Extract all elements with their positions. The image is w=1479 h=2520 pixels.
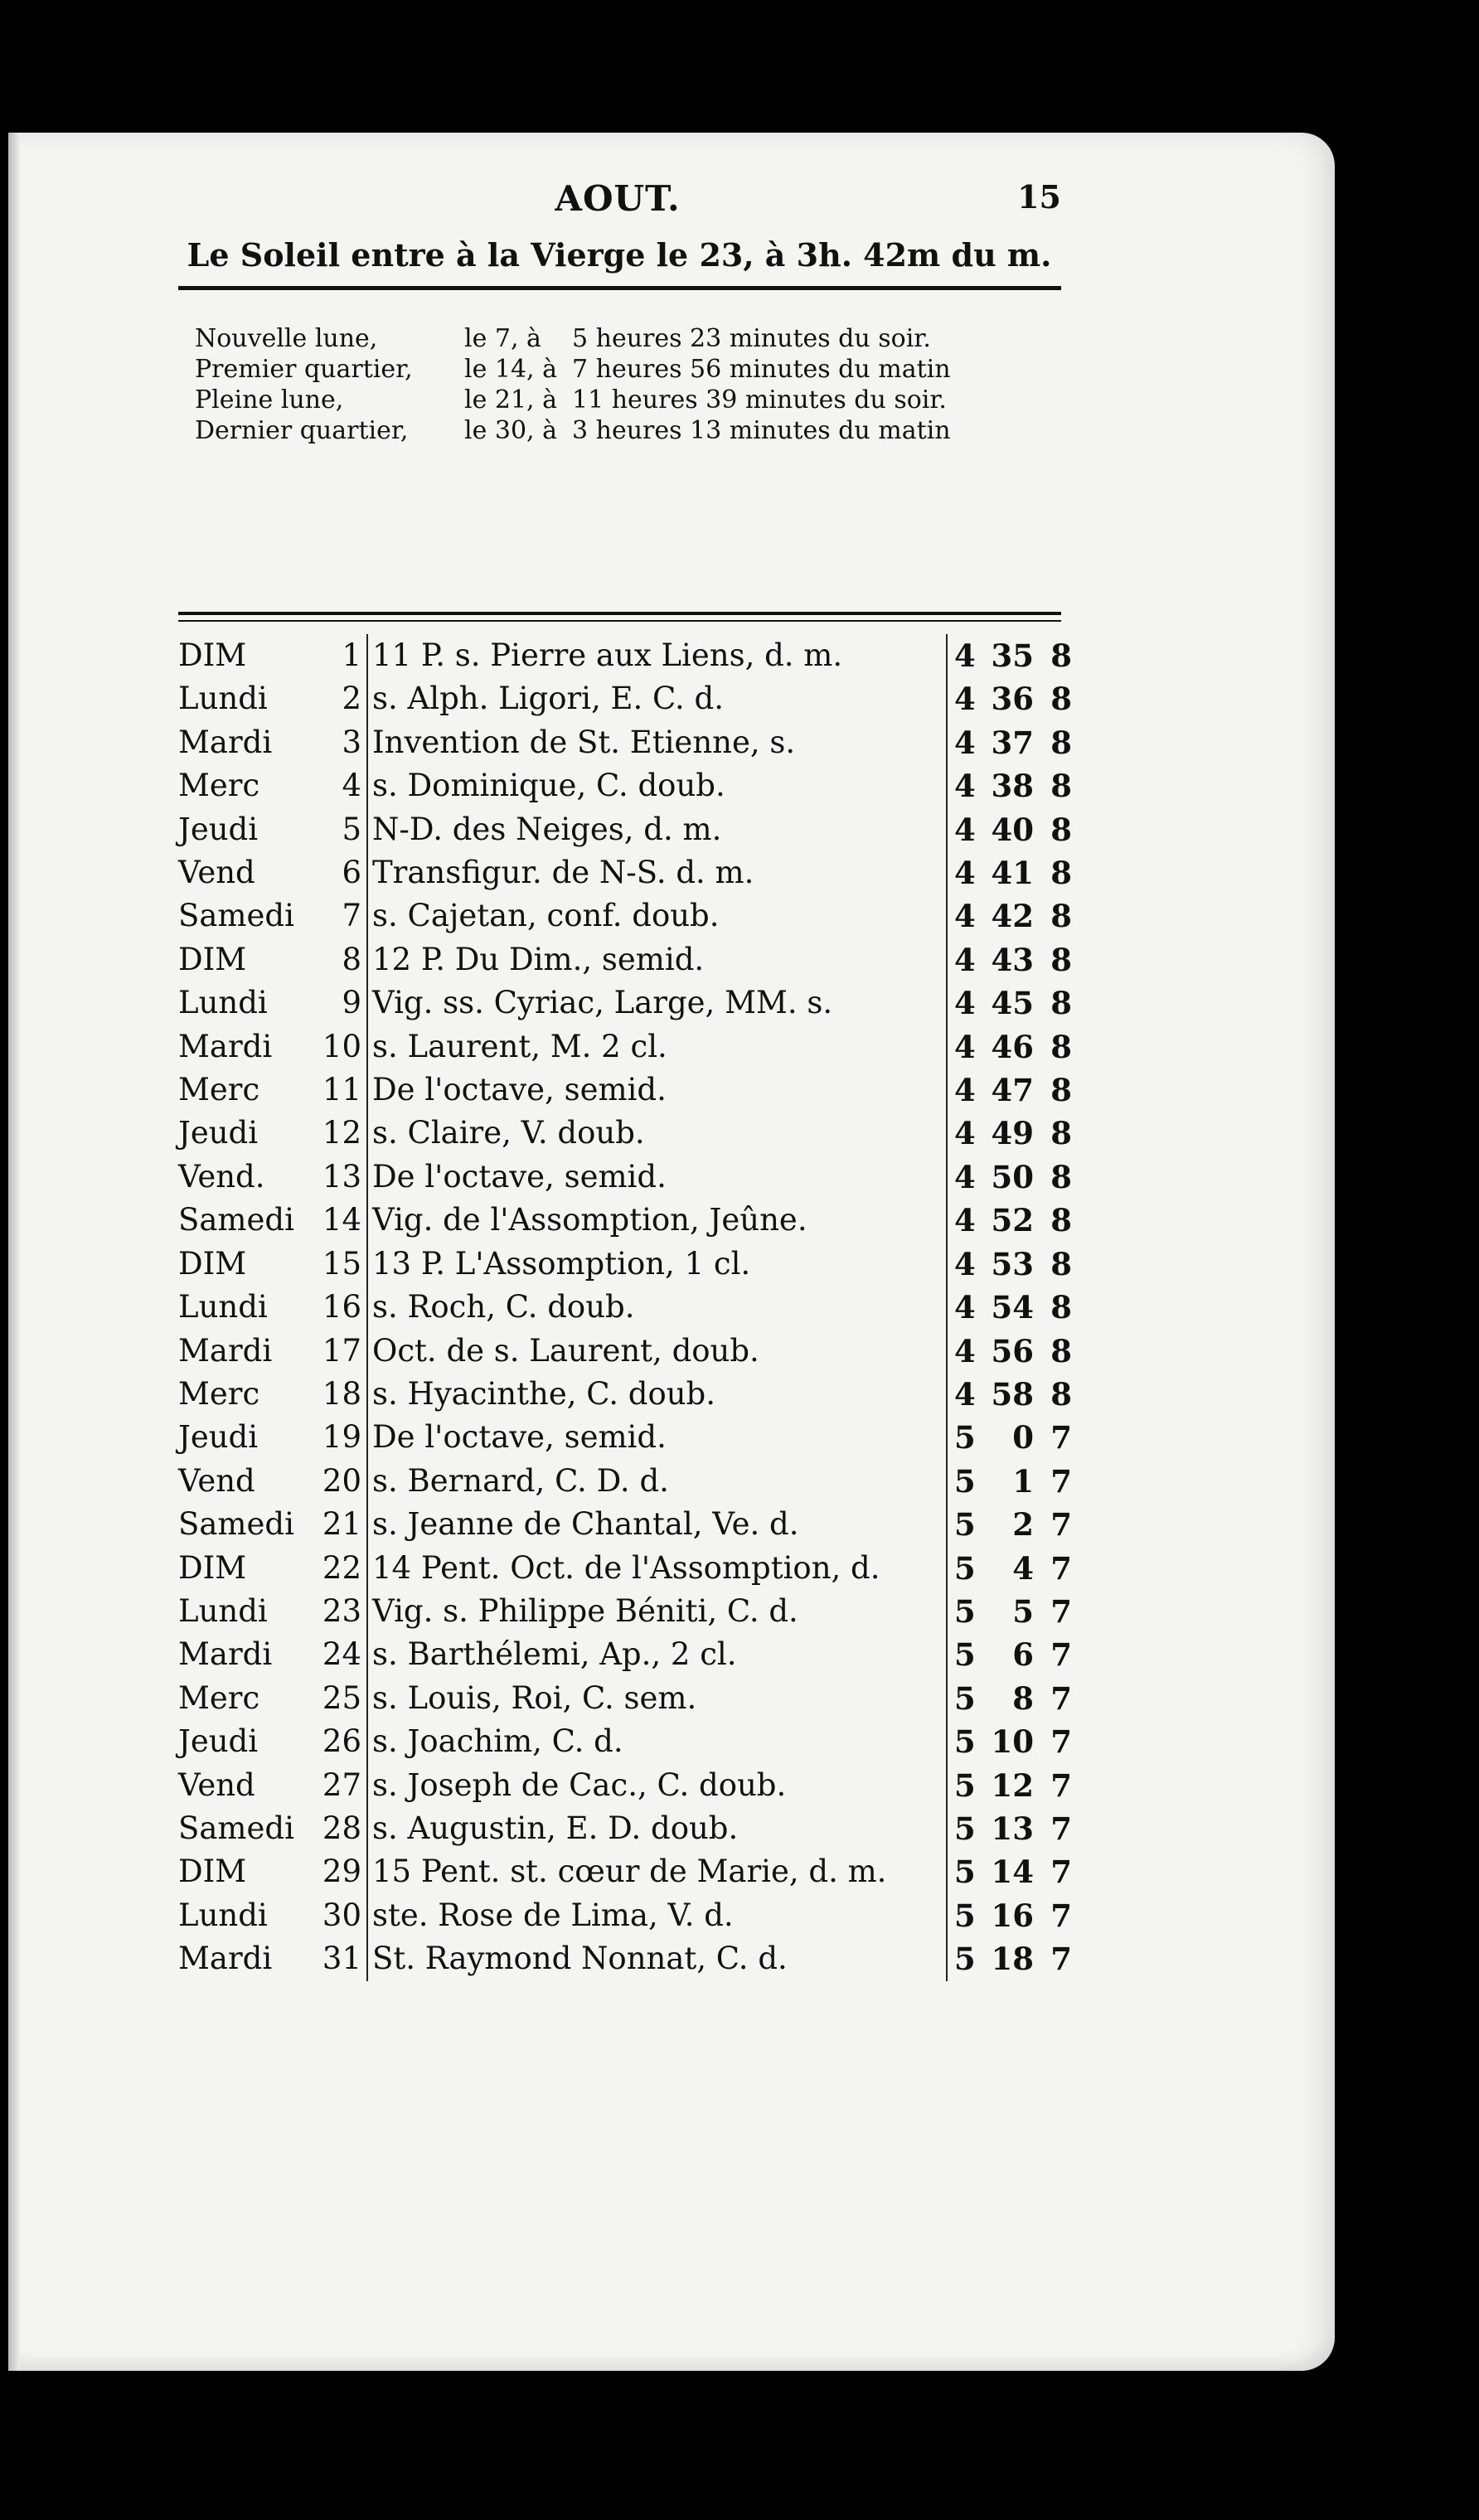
sunrise-minute: 50: [991, 1158, 1034, 1195]
calendar-row: [178, 1199, 1072, 1242]
moon-phase-time: 7 heures 56 minutes du matin: [572, 355, 951, 384]
sunrise-hour: 5: [954, 1549, 976, 1587]
day-number: 27: [309, 1764, 367, 1807]
day-name: Jeudi: [178, 1723, 259, 1760]
sunrise-minute: 4: [1012, 1549, 1034, 1587]
day-number: 4: [309, 764, 367, 807]
feast-text: De l'octave, semid.: [367, 1069, 947, 1112]
sunset-hour: 8: [1050, 768, 1072, 805]
sunset-hour: 7: [1050, 1462, 1072, 1500]
calendar-row: [178, 1243, 1072, 1286]
calendar-row: [178, 1633, 1072, 1676]
day-name: Lundi: [178, 985, 268, 1021]
day-number: 18: [309, 1373, 367, 1416]
day-number: 19: [309, 1416, 367, 1459]
sunrise-minute: 49: [991, 1115, 1034, 1152]
feast-text: St. Raymond Nonnat, C. d.: [367, 1937, 947, 1980]
sunset-hour: 7: [1050, 1679, 1072, 1717]
sunset-hour: 8: [1050, 1158, 1072, 1195]
moon-phase-time: 3 heures 13 minutes du matin: [572, 416, 951, 445]
moon-phase-name: Dernier quartier,: [195, 416, 409, 445]
calendar-row: [178, 1286, 1072, 1329]
day-number: 1: [309, 634, 367, 677]
sunset-hour: 8: [1050, 681, 1072, 718]
month-title: AOUT.: [555, 178, 681, 219]
day-name: Mardi: [178, 1332, 273, 1369]
calendar-row: [178, 1720, 1072, 1763]
day-name: Vend: [178, 1766, 255, 1803]
day-number: 31: [309, 1937, 367, 1980]
moon-phase-name: Nouvelle lune,: [195, 324, 378, 353]
feast-text: s. Joseph de Cac., C. doub.: [367, 1764, 947, 1807]
sunrise-minute: 37: [991, 724, 1034, 761]
sunrise-minute: 41: [991, 855, 1034, 892]
sunrise-hour: 4: [954, 1072, 976, 1109]
sunrise-minute: 35: [991, 637, 1034, 674]
day-name: Vend: [178, 1462, 255, 1499]
day-name: Lundi: [178, 681, 268, 717]
calendar-rule: [178, 612, 1061, 622]
feast-text: 12 P. Du Dim., semid.: [367, 938, 947, 981]
sunset-hour: 7: [1050, 1723, 1072, 1761]
sunrise-hour: 4: [954, 941, 976, 978]
calendar-row: [178, 764, 1072, 807]
sunrise-hour: 4: [954, 1115, 976, 1152]
sunrise-hour: 5: [954, 1419, 976, 1456]
day-name: Samedi: [178, 1202, 294, 1238]
calendar-row: [178, 1156, 1072, 1199]
calendar-row: [178, 1677, 1072, 1720]
sunrise-hour: 4: [954, 811, 976, 848]
feast-text: s. Claire, V. doub.: [367, 1112, 947, 1155]
sunrise-hour: 4: [954, 1028, 976, 1065]
sunrise-hour: 4: [954, 898, 976, 935]
day-number: 28: [309, 1807, 367, 1850]
sunrise-minute: 45: [991, 985, 1034, 1022]
sunrise-minute: 47: [991, 1072, 1034, 1109]
calendar-row: [178, 1069, 1072, 1112]
day-number: 7: [309, 894, 367, 938]
calendar-row: [178, 1764, 1072, 1807]
sunrise-hour: 4: [954, 768, 976, 805]
day-number: 14: [309, 1199, 367, 1242]
feast-text: Vig. de l'Assomption, Jeûne.: [367, 1199, 947, 1242]
sunset-hour: 8: [1050, 1375, 1072, 1413]
moon-phase-row: [195, 354, 1074, 385]
sunset-hour: 8: [1050, 855, 1072, 892]
calendar-table: [178, 634, 1073, 1981]
day-number: 10: [309, 1025, 367, 1069]
sunrise-minute: 40: [991, 811, 1034, 848]
sunrise-minute: 58: [991, 1375, 1034, 1413]
day-number: 17: [309, 1330, 367, 1373]
feast-text: Vig. ss. Cyriac, Large, MM. s.: [367, 981, 947, 1025]
sunrise-hour: 5: [954, 1941, 976, 1978]
day-name: DIM: [178, 637, 247, 673]
feast-text: s. Alph. Ligori, E. C. d.: [367, 677, 947, 720]
feast-text: 15 Pent. st. cœur de Marie, d. m.: [367, 1850, 947, 1893]
moon-phase-name: Pleine lune,: [195, 385, 344, 414]
moon-phase-row: [195, 415, 1074, 446]
moon-phase-time: 5 heures 23 minutes du soir.: [572, 324, 931, 353]
calendar-row: [178, 1025, 1072, 1069]
sunset-hour: 7: [1050, 1766, 1072, 1804]
day-name: Merc: [178, 1679, 260, 1716]
day-name: Mardi: [178, 1636, 273, 1673]
feast-text: s. Jeanne de Chantal, Ve. d.: [367, 1503, 947, 1546]
sunrise-hour: 4: [954, 1375, 976, 1413]
feast-text: s. Augustin, E. D. doub.: [367, 1807, 947, 1850]
sunrise-hour: 4: [954, 1158, 976, 1195]
feast-text: Transfigur. de N-S. d. m.: [367, 851, 947, 894]
day-number: 25: [309, 1677, 367, 1720]
calendar-row: [178, 1503, 1072, 1546]
moon-phase-date: le 7, à: [464, 324, 541, 353]
day-name: Samedi: [178, 898, 294, 934]
feast-text: Vig. s. Philippe Béniti, C. d.: [367, 1590, 947, 1633]
sunrise-hour: 4: [954, 1202, 976, 1239]
sun-entry-line: Le Soleil entre à la Vierge le 23, à 3h. 42m du m.: [187, 236, 1052, 274]
calendar-row: [178, 1330, 1072, 1373]
sunset-hour: 7: [1050, 1549, 1072, 1587]
day-number: 2: [309, 677, 367, 720]
sunrise-minute: 14: [991, 1854, 1034, 1891]
sunset-hour: 8: [1050, 985, 1072, 1022]
calendar-row: [178, 721, 1072, 764]
sunrise-minute: 6: [1012, 1636, 1034, 1674]
sunrise-hour: 5: [954, 1679, 976, 1717]
sunrise-minute: 16: [991, 1897, 1034, 1934]
feast-text: 14 Pent. Oct. de l'Assomption, d.: [367, 1547, 947, 1590]
feast-text: s. Laurent, M. 2 cl.: [367, 1025, 947, 1069]
day-name: Mardi: [178, 724, 273, 760]
day-name: Samedi: [178, 1810, 294, 1846]
sunset-hour: 8: [1050, 1202, 1072, 1239]
day-number: 16: [309, 1286, 367, 1329]
sunrise-minute: 56: [991, 1332, 1034, 1369]
sunset-hour: 7: [1050, 1592, 1072, 1630]
sunrise-minute: 10: [991, 1723, 1034, 1761]
day-name: Mardi: [178, 1941, 273, 1977]
calendar-row: [178, 1547, 1072, 1590]
sunset-hour: 8: [1050, 1072, 1072, 1109]
sunset-hour: 8: [1050, 811, 1072, 848]
calendar-row: [178, 981, 1072, 1025]
calendar-row: [178, 894, 1072, 938]
sunset-hour: 8: [1050, 1115, 1072, 1152]
sunrise-minute: 54: [991, 1289, 1034, 1326]
calendar-row: [178, 1894, 1072, 1937]
day-number: 21: [309, 1503, 367, 1546]
sunrise-minute: 2: [1012, 1506, 1034, 1544]
calendar-row: [178, 851, 1072, 894]
day-name: DIM: [178, 941, 247, 977]
sunrise-hour: 4: [954, 637, 976, 674]
calendar-row: [178, 634, 1072, 677]
sunrise-minute: 5: [1012, 1592, 1034, 1630]
sunrise-hour: 4: [954, 1332, 976, 1369]
day-number: 20: [309, 1460, 367, 1503]
day-number: 22: [309, 1547, 367, 1590]
sunrise-hour: 5: [954, 1897, 976, 1934]
feast-text: Invention de St. Etienne, s.: [367, 721, 947, 764]
sunrise-hour: 5: [954, 1506, 976, 1544]
day-number: 15: [309, 1243, 367, 1286]
day-number: 5: [309, 808, 367, 851]
day-name: DIM: [178, 1245, 247, 1282]
feast-text: De l'octave, semid.: [367, 1156, 947, 1199]
moon-phase-date: le 21, à: [464, 385, 558, 414]
sunrise-minute: 46: [991, 1028, 1034, 1065]
moon-phase-time: 11 heures 39 minutes du soir.: [572, 385, 947, 414]
calendar-row: [178, 1416, 1072, 1459]
sunrise-hour: 4: [954, 1289, 976, 1326]
sunset-hour: 8: [1050, 1028, 1072, 1065]
day-number: 9: [309, 981, 367, 1025]
feast-text: s. Hyacinthe, C. doub.: [367, 1373, 947, 1416]
sunset-hour: 8: [1050, 1289, 1072, 1326]
sunrise-hour: 4: [954, 855, 976, 892]
day-number: 3: [309, 721, 367, 764]
calendar-row: [178, 677, 1072, 720]
feast-text: s. Joachim, C. d.: [367, 1720, 947, 1763]
sunrise-minute: 53: [991, 1245, 1034, 1282]
sunrise-minute: 38: [991, 768, 1034, 805]
sunset-hour: 8: [1050, 637, 1072, 674]
feast-text: s. Roch, C. doub.: [367, 1286, 947, 1329]
sunset-hour: 8: [1050, 1245, 1072, 1282]
day-number: 24: [309, 1633, 367, 1676]
feast-text: ste. Rose de Lima, V. d.: [367, 1894, 947, 1937]
sunset-hour: 7: [1050, 1854, 1072, 1891]
page-number: 15: [1017, 178, 1061, 216]
sunrise-hour: 4: [954, 681, 976, 718]
day-name: Lundi: [178, 1592, 268, 1629]
day-number: 8: [309, 938, 367, 981]
day-name: Jeudi: [178, 1419, 259, 1456]
feast-text: 11 P. s. Pierre aux Liens, d. m.: [367, 634, 947, 677]
calendar-row: [178, 1460, 1072, 1503]
calendar-row: [178, 1807, 1072, 1850]
day-name: Vend.: [178, 1158, 265, 1195]
day-number: 13: [309, 1156, 367, 1199]
sunrise-hour: 4: [954, 985, 976, 1022]
moon-phase-row: [195, 323, 1074, 354]
sunrise-minute: 52: [991, 1202, 1034, 1239]
sunrise-hour: 5: [954, 1810, 976, 1847]
sunset-hour: 8: [1050, 1332, 1072, 1369]
feast-text: s. Cajetan, conf. doub.: [367, 894, 947, 938]
feast-text: De l'octave, semid.: [367, 1416, 947, 1459]
moon-phases: [195, 323, 1074, 446]
sunset-hour: 7: [1050, 1810, 1072, 1847]
sunrise-minute: 43: [991, 941, 1034, 978]
sunrise-hour: 5: [954, 1723, 976, 1761]
page-header: [174, 178, 1061, 228]
sunset-hour: 7: [1050, 1419, 1072, 1456]
sunrise-hour: 5: [954, 1766, 976, 1804]
sunrise-hour: 5: [954, 1592, 976, 1630]
day-number: 29: [309, 1850, 367, 1893]
moon-phase-date: le 30, à: [464, 416, 558, 445]
feast-text: 13 P. L'Assomption, 1 cl.: [367, 1243, 947, 1286]
sunset-hour: 7: [1050, 1941, 1072, 1978]
header-rule: [178, 286, 1061, 290]
sunrise-hour: 5: [954, 1854, 976, 1891]
day-name: Lundi: [178, 1289, 268, 1325]
day-number: 11: [309, 1069, 367, 1112]
sunset-hour: 8: [1050, 941, 1072, 978]
day-name: Vend: [178, 855, 255, 891]
calendar-row: [178, 1937, 1072, 1980]
sunrise-minute: 0: [1012, 1419, 1034, 1456]
day-name: Samedi: [178, 1506, 294, 1543]
feast-text: s. Dominique, C. doub.: [367, 764, 947, 807]
day-number: 26: [309, 1720, 367, 1763]
day-number: 6: [309, 851, 367, 894]
sunrise-hour: 4: [954, 724, 976, 761]
calendar-row: [178, 938, 1072, 981]
sunrise-minute: 42: [991, 898, 1034, 935]
sunrise-minute: 12: [991, 1766, 1034, 1804]
sunrise-hour: 5: [954, 1636, 976, 1674]
day-name: Lundi: [178, 1897, 268, 1933]
sunset-hour: 7: [1050, 1897, 1072, 1934]
day-name: Merc: [178, 1072, 260, 1108]
day-name: Mardi: [178, 1028, 273, 1064]
feast-text: s. Bernard, C. D. d.: [367, 1460, 947, 1503]
sunset-hour: 7: [1050, 1636, 1072, 1674]
calendar-row: [178, 1590, 1072, 1633]
sunset-hour: 7: [1050, 1506, 1072, 1544]
sunrise-hour: 5: [954, 1462, 976, 1500]
sunset-hour: 8: [1050, 724, 1072, 761]
day-number: 23: [309, 1590, 367, 1633]
feast-text: s. Louis, Roi, C. sem.: [367, 1677, 947, 1720]
sunrise-hour: 4: [954, 1245, 976, 1282]
sunrise-minute: 13: [991, 1810, 1034, 1847]
moon-phase-name: Premier quartier,: [195, 355, 413, 384]
calendar-row: [178, 1373, 1072, 1416]
calendar-row: [178, 808, 1072, 851]
day-number: 30: [309, 1894, 367, 1937]
sunset-hour: 8: [1050, 898, 1072, 935]
day-name: Jeudi: [178, 1115, 259, 1151]
feast-text: s. Barthélemi, Ap., 2 cl.: [367, 1633, 947, 1676]
day-number: 12: [309, 1112, 367, 1155]
sunrise-minute: 1: [1012, 1462, 1034, 1500]
feast-text: N-D. des Neiges, d. m.: [367, 808, 947, 851]
calendar-row: [178, 1112, 1072, 1155]
sunrise-minute: 18: [991, 1941, 1034, 1978]
moon-phase-date: le 14, à: [464, 355, 558, 384]
day-name: Merc: [178, 768, 260, 804]
moon-phase-row: [195, 385, 1074, 415]
day-name: Merc: [178, 1375, 260, 1412]
day-name: Jeudi: [178, 811, 259, 847]
calendar-body: [178, 634, 1072, 1981]
calendar-row: [178, 1850, 1072, 1893]
day-name: DIM: [178, 1854, 247, 1890]
feast-text: Oct. de s. Laurent, doub.: [367, 1330, 947, 1373]
sunrise-minute: 36: [991, 681, 1034, 718]
sunrise-minute: 8: [1012, 1679, 1034, 1717]
day-name: DIM: [178, 1549, 247, 1586]
